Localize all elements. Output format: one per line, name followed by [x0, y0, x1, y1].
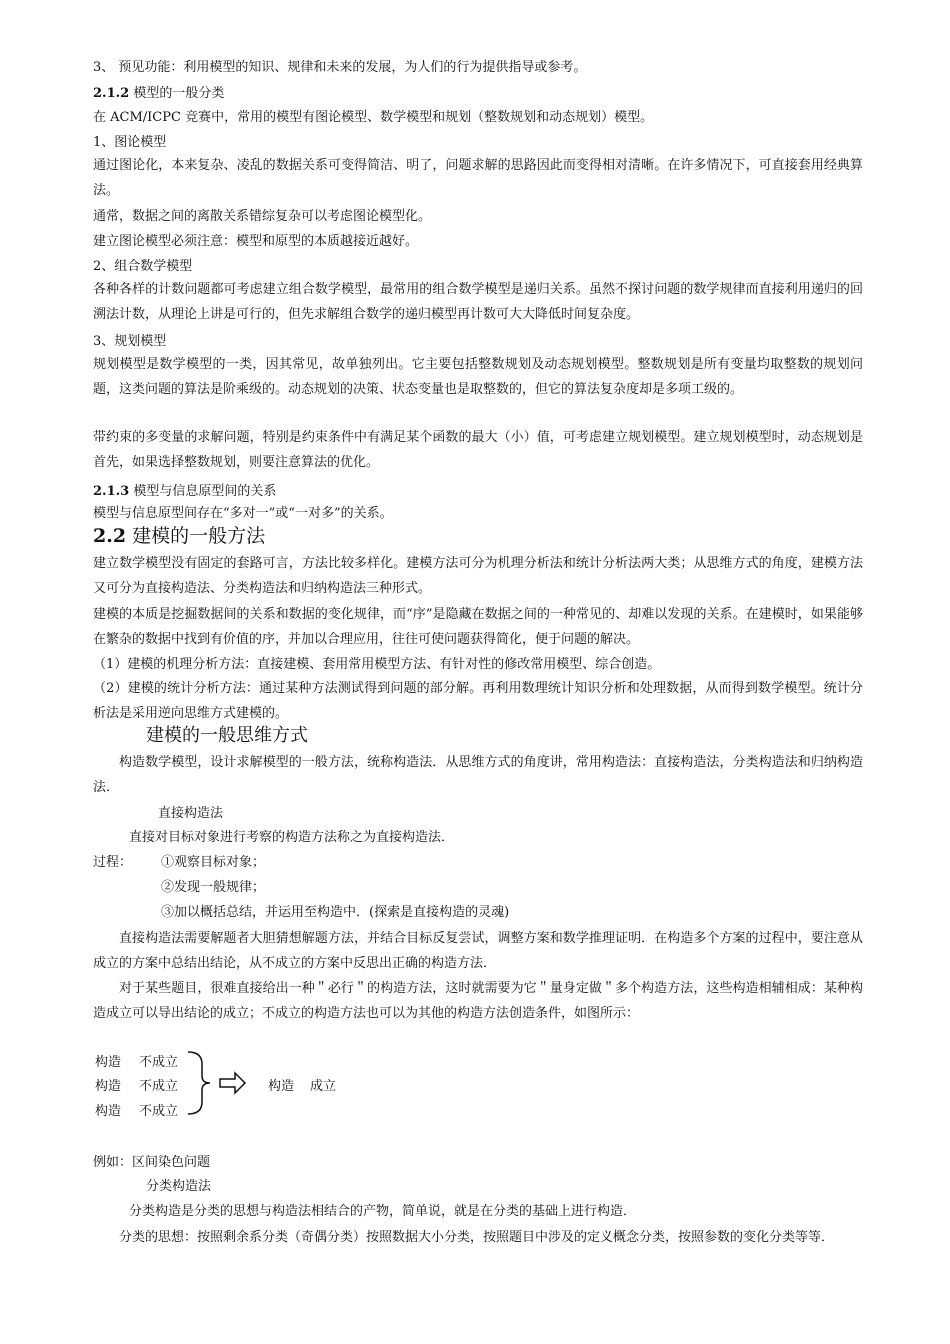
figure-label: 构造: [95, 1104, 122, 1119]
figure-label: 不成立: [139, 1055, 179, 1070]
figure-label: 成立: [310, 1079, 337, 1094]
figure-label: 构造: [95, 1055, 122, 1070]
text-line: 模型与信息原型间存在“多对一”或“一对多”的关系。: [93, 506, 393, 521]
text-line: 例如：区间染色问题: [93, 1155, 211, 1170]
process-line: [93, 853, 863, 873]
figure-label: 不成立: [139, 1079, 179, 1094]
subheading: 1、图论模型: [93, 135, 167, 150]
figure-row: [95, 1054, 179, 1072]
paragraph: 通过图论化，本来复杂、凌乱的数据关系可变得简洁、明了，问题求解的思路因此而变得相对清晰。在许多情况下，可直接套用经典算法。: [93, 158, 863, 198]
figure-label: 构造: [268, 1079, 295, 1094]
subheading: 2、组合数学模型: [93, 259, 193, 274]
paragraph: 分类的思想：按照剩余系分类（奇偶分类）按照数据大小分类，按照题目中涉及的定义概念分类，按照参数的变化分类等等．: [119, 1230, 835, 1245]
paragraph: 各种各样的计数问题都可考虑建立组合数学模型，最常用的组合数学模型是递归关系。虽然不探讨问题的数学规律而直接利用递归的回溯法计数，从理论上讲是可行的，但先求解组合数学的递归模型再计数可大大降低时间复杂度。: [93, 282, 863, 322]
subheading: 3、规划模型: [93, 334, 167, 349]
process-step: ①观察目标对象；: [161, 855, 266, 870]
text-line: 建立图论模型必须注意：模型和原型的本质越接近越好。: [93, 234, 419, 249]
text-line: 在 ACM/ICPC 竞赛中，常用的模型有图论模型、数学模型和规划（整数规划和动态规划）模型。: [93, 110, 654, 125]
paragraph: 构造数学模型，设计求解模型的一般方法，统称构造法．从思维方式的角度讲，常用构造法：直接构造法，分类构造法和归纳构造法．: [93, 755, 863, 795]
figure-result: [268, 1078, 337, 1096]
section-title: 建模的一般方法: [132, 525, 266, 547]
process-label: 过程：: [93, 855, 133, 870]
text-line: 3、 预见功能：利用模型的知识、规律和未来的发展，为人们的行为提供指导或参考。: [93, 60, 587, 75]
paragraph: 规划模型是数学模型的一类，因其常见，故单独列出。它主要包括整数规划及动态规划模型。整数规划是所有变量均取整数的规划问题，这类问题的算法是阶乘级的。动态规划的决策、状态变量也是取整数的，但它的算法复杂度却是多项工级的。: [93, 357, 863, 397]
text-line: 直接对目标对象进行考察的构造方法称之为直接构造法．: [129, 830, 455, 845]
process-step: ③加以概括总结，并运用至构造中．(探索是直接构造的灵魂): [161, 905, 510, 920]
section-number: 2.2: [93, 525, 127, 547]
hollow-right-arrow-icon: [220, 1073, 245, 1093]
figure-row: [95, 1078, 179, 1096]
paragraph: 建模的本质是挖掘数据间的关系和数据的变化规律，而“序”是隐藏在数据之间的一种常见的、却难以发现的关系。在建模时，如果能够在繁杂的数据中找到有价值的序，并加以合理应用，往往可使问题获得简化，便于问题的解决。: [93, 607, 863, 647]
section-number: 2.1.3: [93, 484, 130, 499]
section-title: 模型的一般分类: [133, 86, 225, 101]
text-line: （1）建模的机理分析方法：直接建模、套用常用模型方法、有针对性的修改常用模型、综合创造。: [93, 657, 661, 672]
text-line: 分类构造是分类的思想与构造法相结合的产物，简单说，就是在分类的基础上进行构造．: [129, 1204, 637, 1219]
right-brace-icon: [188, 1052, 210, 1114]
subheading: 直接构造法: [158, 806, 224, 821]
paragraph: 直接构造法需要解题者大胆猜想解题方法，并结合目标反复尝试，调整方案和数学推理证明．在构造多个方案的过程中，要注意从成立的方案中总结出结论，从不成立的方案中反思出正确的构造方法．: [93, 931, 863, 971]
paragraph: （2）建模的统计分析方法：通过某种方法测试得到问题的部分解。再利用数理统计知识分析和处理数据，从而得到数学模型。统计分析法是采用逆向思维方式建模的。: [93, 681, 863, 721]
text-line: 通常，数据之间的离散关系错综复杂可以考虑图论模型化。: [93, 209, 432, 224]
paragraph: 对于某些题目，很难直接给出一种＂必行＂的构造方法，这时就需要为它＂量身定做＂多个构造方法，这些构造相辅相成：某种构造成立可以导出结论的成立；不成立的构造方法也可以为其他的构造方法创造条件，如图所示：: [93, 981, 863, 1021]
paragraph: 带约束的多变量的求解问题，特别是约束条件中有满足某个函数的最大（小）值，可考虑建立规划模型。建立规划模型时，动态规划是首先，如果选择整数规划，则要注意算法的优化。: [93, 430, 863, 470]
section-title: 模型与信息原型间的关系: [133, 484, 277, 499]
figure-label: 构造: [95, 1079, 122, 1094]
section-heading-2-1-2: [93, 84, 863, 104]
section-number: 2.1.2: [93, 86, 130, 101]
heading: 建模的一般思维方式: [146, 725, 308, 746]
paragraph: 建立数学模型没有固定的套路可言，方法比较多样化。建模方法可分为机理分析法和统计分析法两大类；从思维方式的角度，建模方法又可分为直接构造法、分类构造法和归纳构造法三种形式。: [93, 556, 863, 596]
section-heading-2-2: [93, 524, 863, 548]
process-step: ②发现一般规律；: [161, 880, 266, 895]
figure-label: 不成立: [139, 1104, 179, 1119]
brace-arrow-graphic: [180, 1048, 260, 1118]
figure-row: [95, 1103, 179, 1121]
subheading: 分类构造法: [146, 1179, 212, 1194]
section-heading-2-1-3: [93, 482, 863, 502]
